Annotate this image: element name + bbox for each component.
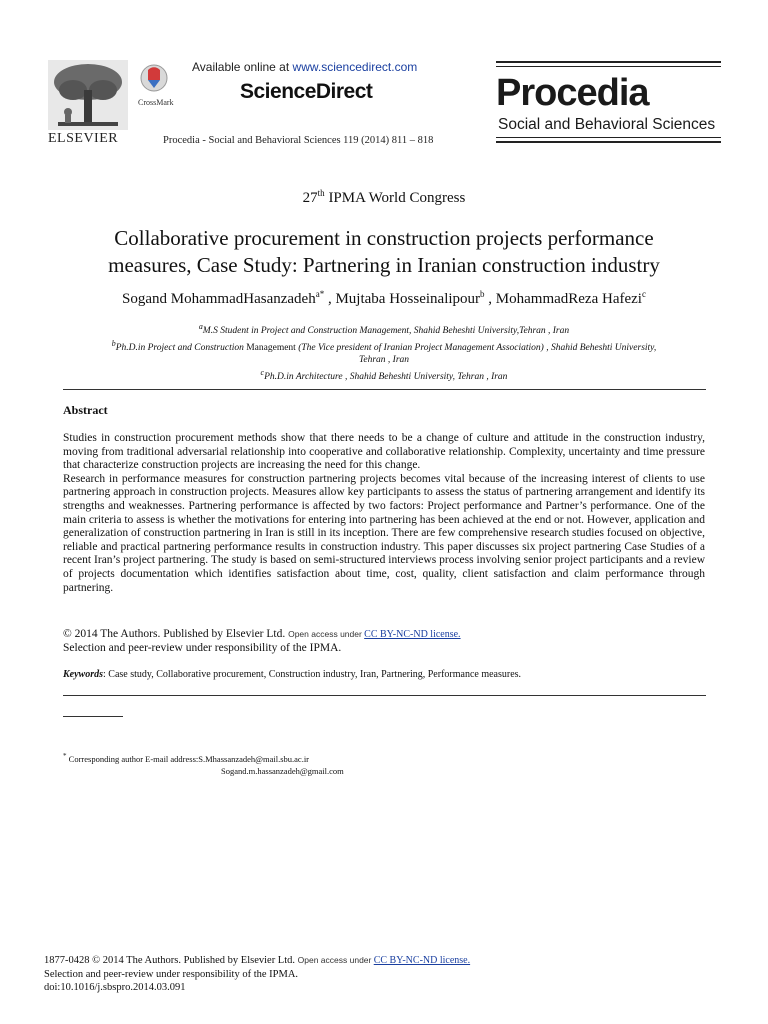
procedia-rule: [496, 66, 721, 67]
affiliations: [0, 321, 768, 383]
procedia-wordmark: Procedia: [496, 72, 649, 114]
author-list: [0, 289, 768, 308]
affiliation-b-cont: Tehran , Iran: [358, 355, 410, 366]
section-rule: [63, 389, 706, 390]
affiliation-b: [0, 338, 768, 355]
affiliation-text: Ph.D.in Project and Construction: [115, 342, 247, 353]
footer-issn-line: [44, 954, 470, 968]
affiliation-text: (The Vice president of Iranian Project Management Association) , Shahid Beheshti University,: [295, 342, 657, 353]
doi[interactable]: doi:10.1016/j.sbspro.2014.03.091: [44, 982, 186, 993]
available-online-line: [192, 60, 417, 74]
footnote-text: Corresponding author E-mail address:S.Mhassanzadeh@mail.sbu.ac.ir: [66, 753, 310, 764]
peer-review-line: Selection and peer-review under responsibility of the IPMA.: [63, 641, 342, 654]
footer-selection: Selection and peer-review under responsibility of the IPMA.: [44, 968, 299, 980]
author-name: , MohammadReza Hafezi: [484, 291, 642, 307]
license-link[interactable]: CC BY-NC-ND license.: [373, 955, 471, 966]
affiliation-mark: c: [260, 367, 265, 377]
affiliation-text: M.S Student in Project and Construction Management, Shahid Beheshti University,Tehran , Iran: [202, 326, 570, 337]
available-prefix: Available online at: [192, 60, 293, 74]
open-access-text: Open access under: [297, 955, 374, 965]
abstract-heading: Abstract: [63, 403, 108, 417]
journal-citation: Procedia - Social and Behavioral Sciences 119 (2014) 811 – 818: [163, 135, 434, 146]
copyright-text: © 2014 The Authors. Published by Elsevier Ltd.: [63, 628, 289, 640]
affiliation-a: [0, 321, 768, 338]
copyright-line: [63, 628, 461, 642]
paper-title: [0, 225, 768, 279]
sciencedirect-wordmark: ScienceDirect: [240, 80, 373, 103]
sciencedirect-link[interactable]: www.sciencedirect.com: [292, 60, 418, 74]
paper-title-line: measures, Case Study: Partnering in Iranian construction industry: [108, 253, 660, 277]
affiliation-mark: a: [198, 322, 203, 331]
keywords-label: Keywords: [63, 669, 103, 680]
license-link[interactable]: CC BY-NC-ND license.: [364, 629, 461, 640]
footnote-email: Sogand.m.hassanzadeh@gmail.com: [221, 766, 344, 776]
author-mark: a*: [315, 289, 325, 299]
abstract-body: [63, 432, 705, 595]
author-mark: b: [480, 289, 485, 299]
congress-title: IPMA World Congress: [324, 190, 466, 206]
paper-title-line: Collaborative procurement in construction projects performance: [114, 226, 654, 250]
footnote: [63, 752, 309, 764]
crossmark-label: CrossMark: [138, 98, 174, 107]
footnote-rule: [63, 716, 123, 717]
affiliation-c: [0, 367, 768, 384]
affiliation-text: Management: [246, 342, 296, 353]
abstract-paragraph: Research in performance measures for construction partnering projects becomes vital because of the increasing interest of clients to use partnering approach in construction projects. Measures allow key participants to assess the status of partnering arrangement and identify its strengths and weaknesses. Partnering performance is affected by two factors: Project performance and Partner’s performance. One of the main criteria to assess is whether the motivations for entering into partnering has been achieved at the end or not. However, application and generalization of construction partnering in Iran is still in its inception. There are few comprehensive research studies focused on objective, reliable and practical partnering performance results in construction industry. This paper discusses six project partnering Case Studies of a recent Iran’s project partnering. The study is based on semi-structured interviews process involving senior project participants and a review of projects documentation which identifies satisfaction about time, cost, quality, client satisfaction and claim performance through partnering.: [63, 472, 705, 594]
procedia-rule: [496, 141, 721, 143]
crossmark-icon[interactable]: [140, 64, 168, 92]
procedia-rule: [496, 137, 721, 138]
elsevier-wordmark: ELSEVIER: [48, 131, 119, 146]
author-name: , Mujtaba Hosseinalipour: [324, 291, 481, 307]
affiliation-mark: b: [111, 338, 116, 348]
procedia-subtitle: Social and Behavioral Sciences: [498, 116, 716, 133]
author-mark: c: [641, 289, 646, 299]
section-rule: [63, 695, 706, 696]
affiliation-text: Ph.D.in Architecture , Shahid Beheshti University, Tehran , Iran: [264, 371, 508, 382]
page-footer: [44, 954, 470, 995]
congress-suffix: th: [317, 188, 325, 198]
keywords: [63, 669, 521, 680]
congress-name: [0, 188, 768, 207]
keywords-text: : Case study, Collaborative procurement, Construction industry, Iran, Partnering, Performance measures.: [103, 669, 522, 680]
open-access-text: Open access under: [288, 629, 365, 639]
author-name: Sogand MohammadHasanzadeh: [122, 291, 316, 307]
congress-number: 27: [302, 190, 318, 206]
abstract-paragraph: Studies in construction procurement methods show that there needs to be a change of culture and attitude in the construction industry, moving from traditional adversarial relationship into cooperative and collaborative relationship. Complexity, uncertainty and time pressure that characterize construction projects are increasing the need for this change.: [63, 432, 705, 472]
procedia-rule: [496, 61, 721, 63]
copyright-notice: [63, 628, 461, 655]
footnote-mark: *: [63, 752, 67, 760]
footer-issn: 1877-0428 © 2014 The Authors. Published by Elsevier Ltd.: [44, 955, 298, 966]
